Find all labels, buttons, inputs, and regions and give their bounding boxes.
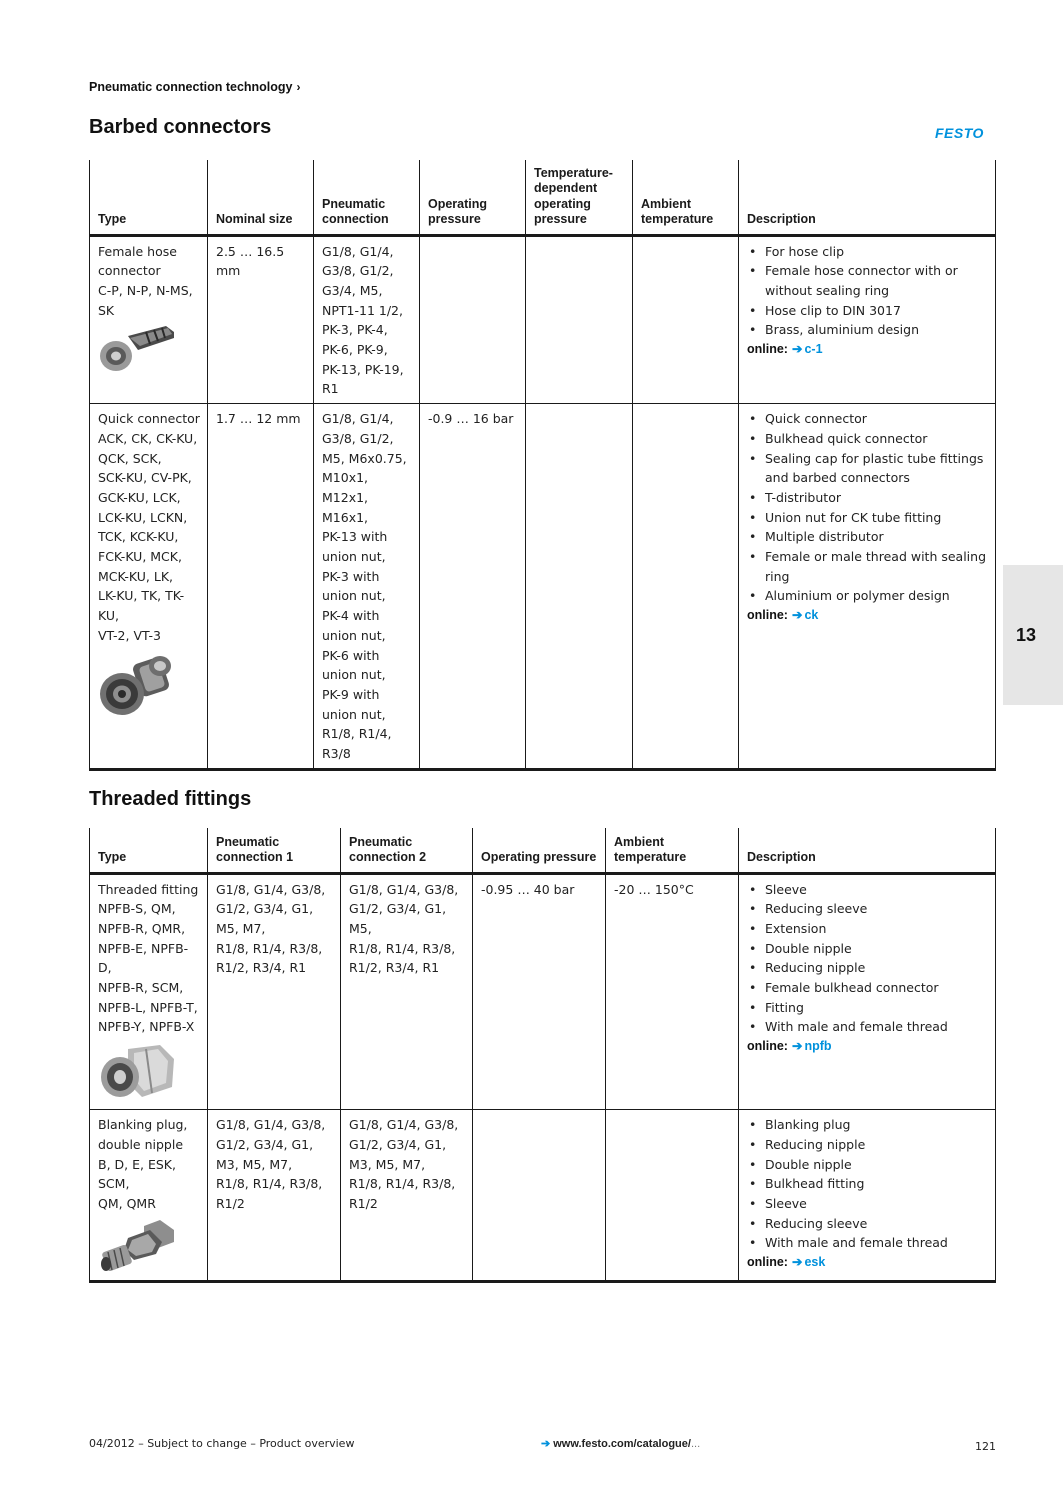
description-item: • Union nut for CK tube fitting [747,508,989,528]
page-number: 121 [975,1440,996,1453]
footer-note: 04/2012 – Subject to change – Product overview [89,1437,355,1450]
type-line: NPFB-S, QM, [98,901,176,917]
cell-ambient-temperature [633,235,739,404]
quick-connector-image [98,652,184,722]
threaded-fitting-image [98,1043,178,1105]
cell-description [739,235,996,404]
cell-ambient-temperature [633,404,739,770]
cell-type [90,404,208,770]
online-link-ck[interactable]: ck [804,608,819,623]
cell-operating-pressure: -0.95 … 40 bar [473,873,606,1110]
cell-connection-1 [208,1110,341,1282]
connection-line: R1/8, R1/4, [322,726,392,742]
online-link-row [747,606,989,626]
type-line: MCK-KU, LK, [98,568,173,584]
festo-logo: FESTO [935,125,984,141]
connection-line: G1/8, G1/4, G3/8, [216,1117,326,1133]
online-label: online: [747,608,788,623]
col-header-pneumatic-connection-2: Pneumatic connection 2 [341,828,473,873]
footer-catalogue-link[interactable] [541,1437,700,1450]
connection-line: M3, M5, M7, [349,1156,426,1172]
connection-line: G3/8, G1/2, [322,263,394,279]
type-line: NPFB-Y, NPFB-X [98,1019,195,1035]
cell-temp-dependent-pressure [526,404,633,770]
col-header-pneumatic-connection-1: Pneumatic connection 1 [208,828,341,873]
description-item: • Reducing nipple [747,1135,989,1155]
connection-line: R1/2 [216,1195,245,1211]
cell-pneumatic-connection [314,235,420,404]
type-line: NPFB-R, QMR, [98,920,186,936]
type-line: QCK, SCK, [98,450,162,466]
table-row [90,404,996,770]
type-line: SK [98,302,115,318]
description-item: • For hose clip [747,242,989,262]
connection-line: G1/2, G3/4, G1, [349,1136,447,1152]
connection-line: PK-13, PK-19, [322,361,404,377]
connection-line: M16x1, [322,509,369,525]
connection-line: M5, [349,920,372,936]
connection-line: G1/8, G1/4, [322,243,394,259]
connection-line: R1/8, R1/4, R3/8, [216,1176,323,1192]
description-item: • Sealing cap for plastic tube fittings and barbed connectors [747,449,989,488]
cell-type [90,235,208,404]
connection-line: M5, M7, [216,920,266,936]
online-label: online: [747,1255,788,1270]
connection-line: PK-4 with [322,608,380,624]
type-line: QM, QMR [98,1195,156,1211]
arrow-right-icon: ➔ [791,342,803,357]
connection-line: G1/2, G3/4, G1, [216,1136,314,1152]
description-item: • Bulkhead quick connector [747,429,989,449]
col-header-ambient-temperature: Ambient temperature [606,828,739,873]
online-link-row [747,1037,989,1057]
col-header-operating-pressure: Operating pressure [420,160,526,235]
cell-connection-1 [208,873,341,1110]
cell-connection-2 [341,873,473,1110]
section-title-barbed: Barbed connectors [89,116,272,138]
footer-url-ellipsis: ... [690,1438,701,1450]
chapter-number: 13 [1016,625,1037,645]
connection-line: PK-6 with [322,647,380,663]
cell-operating-pressure [473,1110,606,1282]
description-item: • Female or male thread with sealing ring [747,547,989,586]
cell-pneumatic-connection [314,404,420,770]
connection-line: PK-13 with [322,529,388,545]
type-line: connector [98,263,161,279]
type-line: NPFB-R, SCM, [98,980,184,996]
connection-line: PK-9 with [322,686,380,702]
arrow-right-icon: ➔ [791,608,803,623]
barbed-connectors-table [89,160,996,771]
type-line: TCK, KCK-KU, [98,529,179,545]
connection-line: R1/8, R1/4, R3/8, [216,940,323,956]
cell-description [739,1110,996,1282]
type-line: FCK-KU, MCK, [98,549,182,565]
connection-line: G1/8, G1/4, G3/8, [349,1117,459,1133]
connection-line: G1/2, G3/4, G1, [216,901,314,917]
description-item: • Extension [747,919,989,939]
connection-line: union nut, [322,627,386,643]
type-line: VT-2, VT-3 [98,627,161,643]
type-line: B, D, E, ESK, SCM, [98,1156,176,1192]
breadcrumb [89,80,301,94]
cell-connection-2 [341,1110,473,1282]
table-row [90,873,996,1110]
description-item: • Reducing nipple [747,958,989,978]
description-item: • Sleeve [747,880,989,900]
chevron-right-icon: › [296,80,301,94]
connection-line: R1/2 [349,1195,378,1211]
description-item: • With male and female thread [747,1017,989,1037]
col-header-type: Type [90,160,208,235]
connection-line: PK-3 with [322,568,380,584]
connection-line: G3/8, G1/2, [322,430,394,446]
female-hose-connector-image [98,326,178,378]
cell-type [90,1110,208,1282]
type-line: LCK-KU, LCKN, [98,509,188,525]
online-label: online: [747,1039,788,1054]
description-item: • Fitting [747,998,989,1018]
cell-ambient-temperature: -20 … 150°C [606,873,739,1110]
connection-line: union nut, [322,706,386,722]
col-header-operating-pressure: Operating pressure [473,828,606,873]
online-link-npfb[interactable]: npfb [804,1039,832,1054]
description-item: • Blanking plug [747,1115,989,1135]
connection-line: M5, M6x0.75, [322,450,407,466]
description-item: • Double nipple [747,939,989,959]
cell-temp-dependent-pressure [526,235,633,404]
type-line: ACK, CK, CK-KU, [98,430,198,446]
arrow-right-icon: ➔ [791,1255,803,1270]
type-line: Blanking plug, [98,1117,188,1133]
connection-line: R1/2, R3/4, R1 [216,960,307,976]
description-item: • T-distributor [747,488,989,508]
description-item: • Sleeve [747,1194,989,1214]
breadcrumb-label: Pneumatic connection technology [89,80,293,94]
description-item: • Multiple distributor [747,527,989,547]
col-header-ambient-temperature: Ambient temperature [633,160,739,235]
col-header-description: Description [739,160,996,235]
col-header-nominal-size: Nominal size [208,160,314,235]
connection-line: NPT1-11 1/2, [322,302,403,318]
col-header-temp-dependent-pressure: Temperature-dependent operating pressure [526,160,633,235]
cell-nominal-size: 1.7 … 12 mm [208,404,314,770]
online-link-esk[interactable]: esk [804,1255,826,1270]
connection-line: R1 [322,381,339,397]
type-line: C-P, N-P, N-MS, [98,282,193,298]
cell-description [739,404,996,770]
connection-line: union nut, [322,588,386,604]
connection-line: R3/8 [322,746,351,762]
connection-line: G1/8, G1/4, G3/8, [216,881,326,897]
description-item: • Double nipple [747,1155,989,1175]
connection-line: PK-6, PK-9, [322,342,388,358]
connection-line: union nut, [322,549,386,565]
description-item: • Brass, aluminium design [747,320,989,340]
online-link-row [747,340,989,360]
type-line: double nipple [98,1136,184,1152]
description-item: • Female hose connector with or without sealing ring [747,261,989,300]
online-link-c-1[interactable]: c-1 [804,342,823,357]
connection-line: G1/8, G1/4, G3/8, [349,881,459,897]
description-item: • Aluminium or polymer design [747,586,989,606]
description-item: • Reducing sleeve [747,1214,989,1234]
type-line: GCK-KU, LCK, [98,489,181,505]
type-line: NPFB-L, NPFB-T, [98,999,198,1015]
connection-line: R1/8, R1/4, R3/8, [349,1176,456,1192]
connection-line: G3/4, M5, [322,282,383,298]
cell-type [90,873,208,1110]
connection-line: union nut, [322,667,386,683]
type-line: SCK-KU, CV-PK, [98,470,192,486]
double-nipple-image [98,1220,178,1276]
connection-line: G1/8, G1/4, [322,411,394,427]
table-row [90,235,996,404]
arrow-right-icon: ➔ [791,1039,803,1054]
connection-line: G1/2, G3/4, G1, [349,901,447,917]
connection-line: R1/8, R1/4, R3/8, [349,940,456,956]
description-item: • Female bulkhead connector [747,978,989,998]
type-line: Female hose [98,243,177,259]
description-item: • Reducing sleeve [747,899,989,919]
type-line: LK-KU, TK, TK-KU, [98,588,185,624]
description-item: • With male and female thread [747,1233,989,1253]
connection-line: R1/2, R3/4, R1 [349,960,440,976]
online-label: online: [747,342,788,357]
chapter-tab[interactable] [1003,565,1063,705]
connection-line: M3, M5, M7, [216,1156,293,1172]
table-row [90,1110,996,1282]
description-item: • Hose clip to DIN 3017 [747,301,989,321]
col-header-pneumatic-connection: Pneumatic connection [314,160,420,235]
online-link-row [747,1253,989,1273]
cell-description [739,873,996,1110]
arrow-right-icon: ➔ [541,1438,551,1450]
cell-operating-pressure [420,235,526,404]
description-item: • Bulkhead fitting [747,1174,989,1194]
type-line: NPFB-E, NPFB-D, [98,940,189,976]
cell-ambient-temperature [606,1110,739,1282]
footer-url[interactable]: www.festo.com/catalogue/ [553,1438,691,1450]
connection-line: PK-3, PK-4, [322,322,388,338]
col-header-description: Description [739,828,996,873]
col-header-type: Type [90,828,208,873]
type-line: Quick connector [98,411,200,427]
section-title-threaded: Threaded fittings [89,788,252,810]
description-item: • Quick connector [747,409,989,429]
connection-line: M10x1, M12x1, [322,470,369,505]
cell-operating-pressure: -0.9 … 16 bar [420,404,526,770]
cell-nominal-size: 2.5 … 16.5 mm [208,235,314,404]
type-line: Threaded fitting [98,881,199,897]
threaded-fittings-table [89,828,996,1283]
